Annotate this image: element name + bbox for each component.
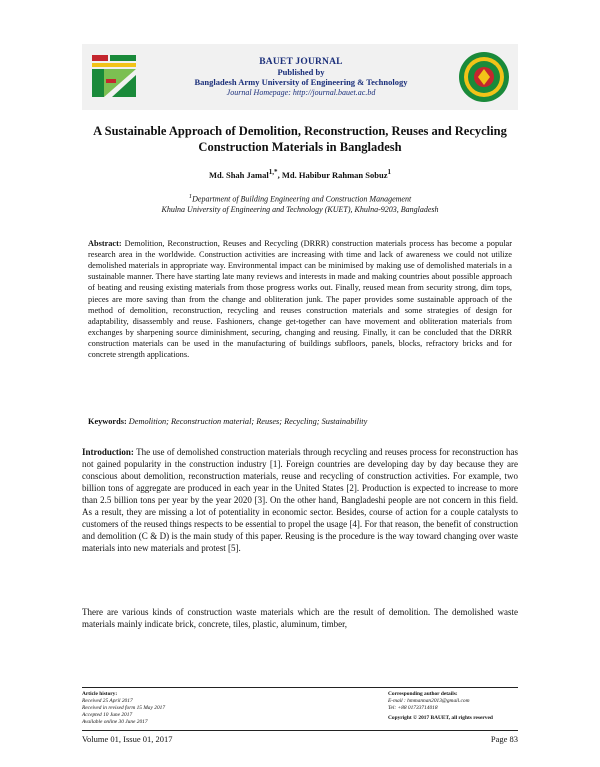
accepted-date: Accepted 10 June 2017 [82,712,133,719]
introduction-label: Introduction: [82,447,134,457]
article-history [82,691,302,726]
paper-title-line2: Construction Materials in Bangladesh [198,139,402,154]
paper-authors [60,168,540,180]
keywords [88,417,512,426]
university-emblem-icon [458,51,510,103]
revised-date: Received in revised form 15 May 2017 [82,705,166,712]
author-email: E-mail : hmmannan2013@gmail.com [388,698,470,705]
affiliation-university: Khulna University of Engineering and Technology (KUET), Khulna-9203, Bangladesh [161,205,439,215]
author-1-superscript: 1,* [268,168,278,176]
body-paragraph-2: There are various kinds of construction waste materials which are the result of demolition. The demolished waste materials mainly indicate brick, concrete, tiles, plastic, aluminum, timber, [82,607,518,629]
affiliation-superscript: 1 [188,193,193,200]
affiliation-department: Department of Building Engineering and Construction Management [192,194,412,204]
author-1: Md. Shah Jamal [208,169,269,180]
author-2: , Md. Habibur Rahman Sobuz [277,169,388,180]
journal-masthead [144,57,458,97]
university-name: Bangladesh Army University of Engineering & Technology [194,76,408,87]
volume-issue: Volume 01, Issue 01, 2017 [82,734,173,744]
author-tel: Tel: +88 01733714018 [388,705,438,712]
article-history-label: Article history: [82,691,118,697]
author-2-superscript: 1 [387,168,392,176]
corresponding-author [388,691,518,722]
paper-title-line1: A Sustainable Approach of Demolition, Reconstruction, Reuses and Recycling [93,124,507,138]
corresponding-author-label: Corresponding author details: [388,691,458,697]
journal-homepage: Journal Homepage: http://journal.bauet.ac.bd [226,87,376,97]
introduction-text: The use of demolished construction materials through recycling and reuses process for reconstruction has not gained popularity in the construction industry [1]. Foreign countries are developing day by day because they are conscious about demolition, reconstruction materials, reuse and recycling of construction activities. For example, two billion tons of aggregate are produced in each year in the United States [2]. Production is expected to increase to more than 2.5 billion tons per year by the year 2020 [3]. On the other hand, Bangladeshi people are not concern in this field. As a result, they are missing a lot of potentiality in economic sector. Besides, course of action for a couple catalysts to customers of the reused things respects to be essential to propel the usage [4]. For that reason, the benefit of construction and demolition (C & D) is the main study of this paper. Reusing is the procedure is the way toward changing over waste materials into new materials and protest [5]. [82,447,518,553]
journal-logo-left [88,49,144,105]
page-number: Page 83 [490,734,518,744]
journal-title: BAUET JOURNAL [259,57,343,68]
received-date: Received 25 April 2017 [82,698,133,705]
online-date: Available online 30 June 2017 [82,719,148,726]
footer-bottom-rule [82,730,518,731]
copyright: Copyright © 2017 BAUET, all rights reserved [388,715,493,722]
journal-header [82,44,518,110]
introduction [82,447,518,555]
footer-rule [82,687,518,688]
abstract [88,238,512,360]
abstract-text: Demolition, Reconstruction, Reuses and Recycling (DRRR) construction materials process has become a popular research area in the worldwide. Construction activities are increasing with time and lack of awareness we could not utilize demolished materials in appropriate way. Environmental impact can be minimised by making use of demolished materials in a sustainable manner. There have starting late many reviews and interests in made and making countries about possible approach of beating and reusing existing materials from those progress works out. Finally, reused mean from security strong, dim tops, pieces are more saving than from the change and obliteration junk. The paper provides some sustainable approach of the method of demolition, reconstruction, recycling and reuses construction materials and some strategies of design for adaptability, disassembly and reuse. Fashioners, change get-together can have movement and obliteration materials from exchanges by sharpening source diminishment, securing, changing and reusing. Finally, it can be concluded that the DRRR construction materials can be used in the manufacturing of buildings subfloors, panels, blocks, refractory bricks and for concrete strength applications. [88,239,512,360]
paper-title [60,124,540,155]
abstract-label: Abstract: [88,239,122,248]
published-by: Published by [277,67,325,78]
keywords-label: Keywords: [88,417,127,426]
keywords-text: Demolition; Reconstruction material; Reuses; Recycling; Sustainability [128,417,368,426]
affiliation [60,192,540,216]
